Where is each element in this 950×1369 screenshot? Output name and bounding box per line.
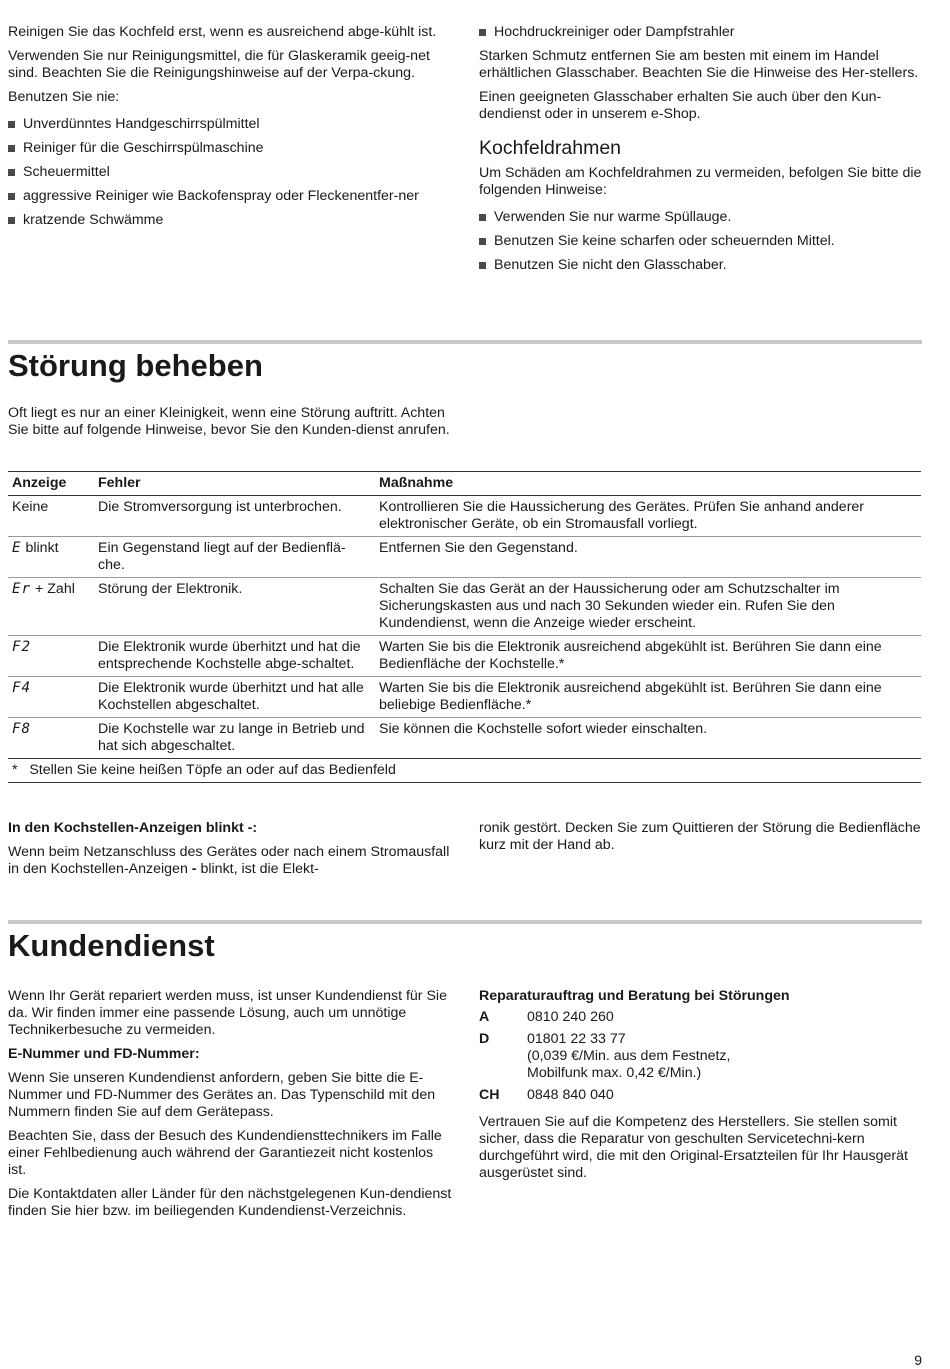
section-divider: [8, 920, 922, 924]
column-header-action: Maßnahme: [375, 472, 921, 496]
bullet-square-icon: [479, 262, 486, 269]
contact-row-ch: [479, 1087, 923, 1104]
table-row: F8 Die Kochstelle war zu lange in Betrieb und hat sich abgeschaltet. Sie können die Kochstelle sofort wieder einschalten.: [8, 718, 921, 759]
cleaning-right-list: [479, 24, 923, 41]
country-code: D: [479, 1031, 490, 1047]
table-footnote-row: [8, 759, 921, 783]
list-item: Unverdünntes Handgeschirrspülmittel: [8, 116, 453, 133]
enr-heading: E-Nummer und FD-Nummer:: [8, 1046, 200, 1062]
enr-text: Wenn Sie unseren Kundendienst anfordern, geben Sie bitte die E-Nummer und FD-Nummer des Gerätes an. Das Typenschild mit den Nummern finden Sie auf dem Gerätepass.: [8, 1070, 436, 1120]
list-item: Scheuermittel: [8, 164, 453, 181]
phone-number: 0810 240 260: [527, 1009, 614, 1025]
table-footnote: * Stellen Sie keine heißen Töpfe an oder auf das Bedienfeld: [8, 759, 921, 783]
blink-text: Wenn beim Netzanschluss des Gerätes oder nach einem Stromausfall in den Kochstellen-Anzeigen - blinkt, ist die Elekt-: [8, 844, 450, 877]
bullet-square-icon: [8, 169, 15, 176]
phone-number: 01801 22 33 77 (0,039 €/Min. aus dem Festnetz, Mobilfunk max. 0,42 €/Min.): [527, 1031, 731, 1081]
contact-text: Die Kontaktdaten aller Länder für den nächstgelegenen Kun-dendienst finden Sie hier bzw. im beiliegenden Kundendienst-Verzeichnis.: [8, 1186, 452, 1219]
country-code: A: [479, 1009, 490, 1025]
table-row: E blinkt Ein Gegenstand liegt auf der Bedienflä-che. Entfernen Sie den Gegenstand.: [8, 537, 921, 578]
page-number: 9: [914, 1352, 922, 1368]
table-row: F4 Die Elektronik wurde überhitzt und hat alle Kochstellen abgeschaltet. Warten Sie bis die Elektronik ausreichend abgekühlt ist. Berühren Sie dann eine beliebige Bedienfläche.*: [8, 677, 921, 718]
frame-intro: Um Schäden am Kochfeldrahmen zu vermeiden, befolgen Sie bitte die folgenden Hinweise:: [479, 165, 922, 198]
bullet-square-icon: [479, 29, 486, 36]
table-row: Er + Zahl Störung der Elektronik. Schalten Sie das Gerät an der Haussicherung oder am Schutzschalter im Sicherungskasten aus und nach 30 Sekunden wieder ein. Rufen Sie den Kundendienst, wenn die Anzeige wieder erscheint.: [8, 578, 921, 636]
visit-text: Beachten Sie, dass der Besuch des Kundendiensttechnikers im Falle einer Fehlbedienung auch während der Garantiezeit nicht kostenlos ist.: [8, 1128, 442, 1178]
table-row: Keine Die Stromversorgung ist unterbrochen. Kontrollieren Sie die Haussicherung des Gerätes. Prüfen Sie anhand anderer elektronischer Geräte, ob ein Stromausfall vorliegt.: [8, 496, 921, 537]
bullet-square-icon: [8, 193, 15, 200]
list-item: Verwenden Sie nur warme Spüllauge.: [479, 209, 923, 226]
service-left-column: [8, 988, 453, 1227]
service-intro: Wenn Ihr Gerät repariert werden muss, ist unser Kundendienst für Sie da. Wir finden immer eine passende Lösung, auch um unnötige Technikerbesuche zu vermeiden.: [8, 988, 447, 1038]
list-item: kratzende Schwämme: [8, 212, 453, 229]
scraper-paragraph: Starken Schmutz entfernen Sie am besten mit einem im Handel erhältlichen Glasschaber. Beachten Sie die Hinweise des Her-stellers.: [479, 48, 919, 81]
bullet-square-icon: [8, 121, 15, 128]
blink-left-column: [8, 820, 453, 885]
table-row: F2 Die Elektronik wurde überhitzt und hat die entsprechende Kochstelle abge-schaltet. Warten Sie bis die Elektronik ausreichend abgekühlt ist. Berühren Sie dann eine Bedienfläche der Kochstelle.*: [8, 636, 921, 677]
never-use-list: [8, 116, 453, 229]
error-table: [8, 471, 921, 783]
trouble-heading: Störung beheben: [8, 348, 263, 383]
contact-row-a: [479, 1009, 923, 1026]
bullet-square-icon: [8, 217, 15, 224]
phone-number: 0848 840 040: [527, 1087, 614, 1103]
blink-right-column: [479, 820, 923, 861]
bullet-square-icon: [479, 238, 486, 245]
cleaning-paragraph-2: Verwenden Sie nur Reinigungsmittel, die für Glaskeramik geeig-net sind. Beachten Sie die Reinigungshinweise auf der Verpa-ckung.: [8, 48, 430, 81]
service-right-column: [479, 988, 923, 1189]
table-header-row: [8, 472, 921, 496]
list-item: Hochdruckreiniger oder Dampfstrahler: [479, 24, 923, 41]
bullet-square-icon: [479, 214, 486, 221]
cleaning-right-column: [479, 24, 923, 281]
repair-heading: Reparaturauftrag und Beratung bei Störungen: [479, 988, 790, 1004]
contact-row-d: [479, 1031, 923, 1082]
cleaning-paragraph-3: Benutzen Sie nie:: [8, 89, 120, 105]
column-header-display: Anzeige: [8, 472, 94, 496]
list-item: aggressive Reiniger wie Backofenspray oder Fleckenentfer-ner: [8, 188, 453, 205]
service-heading: Kundendienst: [8, 928, 215, 963]
cleaning-paragraph-1: Reinigen Sie das Kochfeld erst, wenn es ausreichend abge-kühlt ist.: [8, 24, 437, 40]
trouble-intro: Oft liegt es nur an einer Kleinigkeit, wenn eine Störung auftritt. Achten Sie bitte auf folgende Hinweise, bevor Sie den Kunden-dienst anrufen.: [8, 405, 450, 438]
blink-heading: In den Kochstellen-Anzeigen blinkt -:: [8, 820, 258, 836]
cleaning-left-column: [8, 24, 453, 236]
section-divider: [8, 340, 922, 344]
list-item: Benutzen Sie nicht den Glasschaber.: [479, 257, 923, 274]
list-item: Benutzen Sie keine scharfen oder scheuernden Mittel.: [479, 233, 923, 250]
frame-list: [479, 209, 923, 274]
trust-text: Vertrauen Sie auf die Kompetenz des Herstellers. Sie stellen somit sicher, dass die Reparatur von geschulten Servicetechni-kern durchgeführt wird, die mit den Original-Ersatzteilen für Ihr Hausgerät ausgerüstet sind.: [479, 1114, 908, 1181]
blink-text-continued: ronik gestört. Decken Sie zum Quittieren der Störung die Bedienfläche kurz mit der Hand ab.: [479, 820, 921, 853]
eshop-paragraph: Einen geeigneten Glasschaber erhalten Sie auch über den Kun-dendienst oder in unserem e-Shop.: [479, 89, 882, 122]
list-item: Reiniger für die Geschirrspülmaschine: [8, 140, 453, 157]
frame-heading: Kochfeldrahmen: [479, 137, 622, 159]
bullet-square-icon: [8, 145, 15, 152]
column-header-fault: Fehler: [94, 472, 375, 496]
country-code: CH: [479, 1087, 500, 1103]
